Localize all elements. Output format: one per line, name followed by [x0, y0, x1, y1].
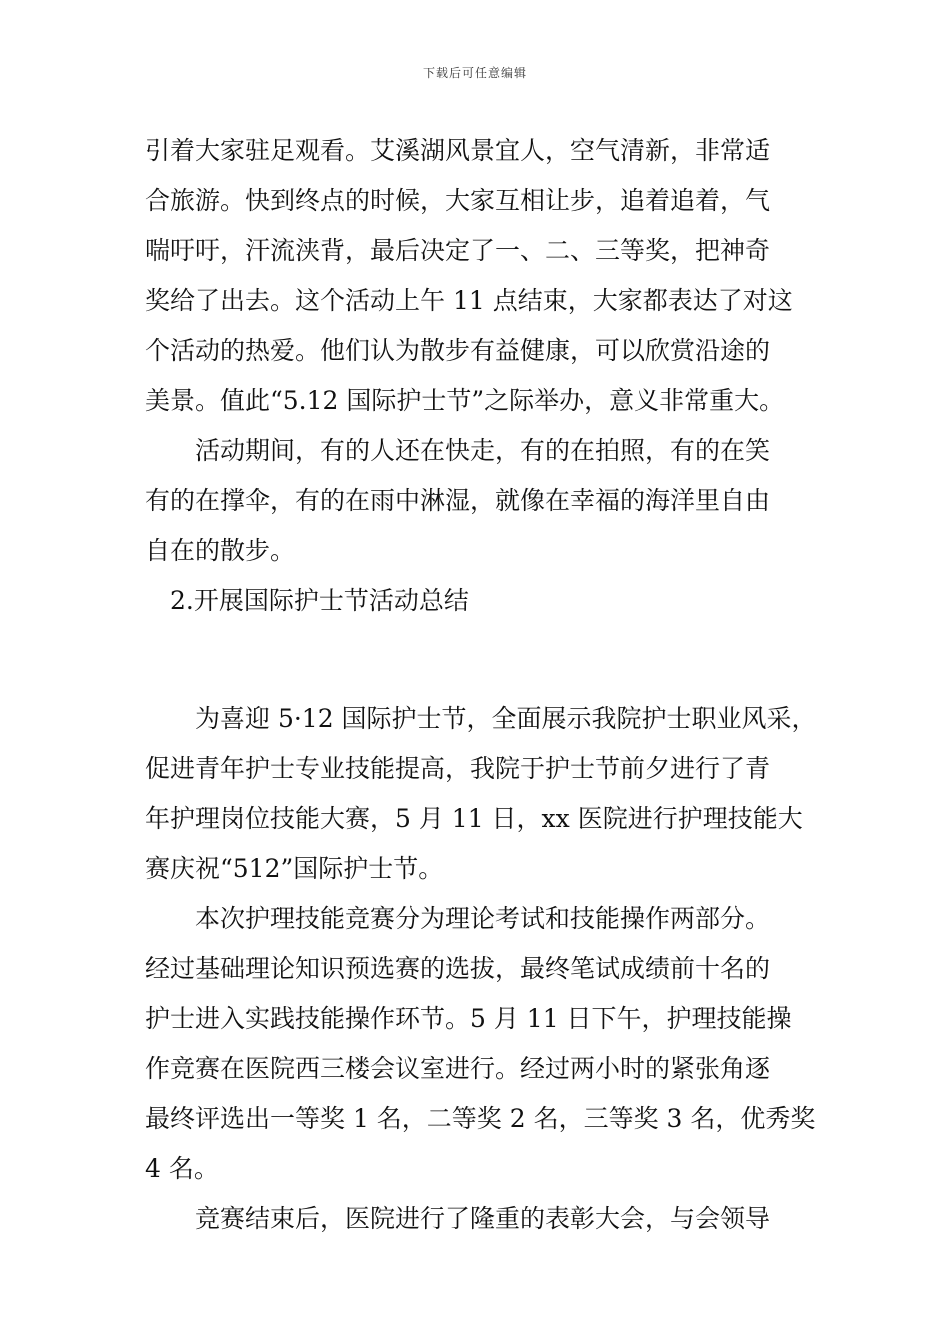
text-line: 最终评选出一等奖 1 名，二等奖 2 名，三等奖 3 名，优秀奖 — [145, 1104, 816, 1133]
text-line: 赛庆祝“512”国际护士节。 — [145, 854, 444, 883]
section-heading: 2.开展国际护士节活动总结 — [170, 586, 469, 615]
text-line: 竞赛结束后，医院进行了隆重的表彰大会，与会领导 — [195, 1204, 771, 1233]
text-line: 引着大家驻足观看。艾溪湖风景宜人，空气清新，非常适 — [145, 136, 771, 165]
spacer — [145, 626, 810, 694]
text-line: 活动期间，有的人还在快走，有的在拍照，有的在笑 — [195, 436, 771, 465]
document-body — [145, 126, 817, 1244]
paragraph-1 — [145, 126, 810, 426]
text-line: 个活动的热爱。他们认为散步有益健康，可以欣赏沿途的 — [145, 336, 771, 365]
text-line: 4 名。 — [145, 1154, 219, 1183]
text-line: 有的在撑伞，有的在雨中淋湿，就像在幸福的海洋里自由 — [145, 486, 771, 515]
paragraph-4 — [145, 894, 816, 1194]
text-line: 促进青年护士专业技能提高，我院于护士节前夕进行了青 — [145, 754, 771, 783]
text-line: 自在的散步。 — [145, 536, 296, 565]
text-line: 本次护理技能竞赛分为理论考试和技能操作两部分。 — [195, 904, 771, 933]
text-line: 作竞赛在医院西三楼会议室进行。经过两小时的紧张角逐 — [145, 1054, 771, 1083]
text-line: 奖给了出去。这个活动上午 11 点结束，大家都表达了对这 — [145, 286, 793, 315]
text-line: 经过基础理论知识预选赛的选拔，最终笔试成绩前十名的 — [145, 954, 771, 983]
text-line: 合旅游。快到终点的时候，大家互相让步，追着追着，气 — [145, 186, 771, 215]
page-header: 下载后可任意编辑 — [422, 66, 527, 80]
text-line: 护士进入实践技能操作环节。5 月 11 日下午，护理技能操 — [145, 1004, 792, 1033]
paragraph-5 — [145, 1194, 810, 1244]
text-line: 为喜迎 5·12 国际护士节，全面展示我院护士职业风采， — [195, 704, 817, 733]
paragraph-3 — [145, 694, 817, 894]
text-line: 年护理岗位技能大赛，5 月 11 日，xx 医院进行护理技能大 — [145, 804, 803, 833]
text-line: 美景。值此“5.12 国际护士节”之际举办，意义非常重大。 — [145, 386, 785, 415]
text-line: 喘吁吁，汗流浃背，最后决定了一、二、三等奖，把神奇 — [145, 236, 771, 265]
paragraph-2 — [145, 426, 810, 576]
